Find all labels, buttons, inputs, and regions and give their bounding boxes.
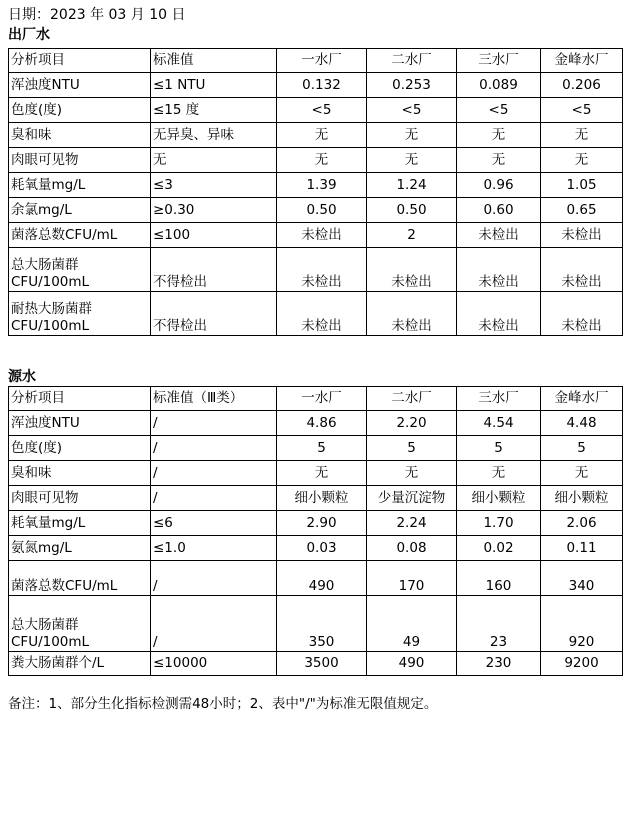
value-cell: 未检出: [541, 223, 623, 248]
standard-cell: 不得检出: [151, 248, 277, 292]
value-cell: 细小颗粒: [457, 486, 541, 511]
value-cell: 1.39: [277, 173, 367, 198]
item-cell: 氨氮mg/L: [9, 536, 151, 561]
value-cell: 0.089: [457, 73, 541, 98]
table-row: [9, 223, 623, 248]
value-cell: 无: [367, 123, 457, 148]
value-cell: 无: [541, 461, 623, 486]
value-cell: 1.24: [367, 173, 457, 198]
value-cell: 一水厂: [277, 387, 367, 411]
value-cell: 170: [367, 561, 457, 596]
value-cell: 350: [277, 596, 367, 652]
standard-cell: 不得检出: [151, 292, 277, 336]
value-cell: 4.48: [541, 411, 623, 436]
source-water-title: 源水: [8, 369, 36, 385]
value-cell: 5: [457, 436, 541, 461]
item-cell: 耗氧量mg/L: [9, 511, 151, 536]
value-cell: 未检出: [277, 292, 367, 336]
item-cell: 色度(度): [9, 436, 151, 461]
value-cell: 三水厂: [457, 49, 541, 73]
value-cell: 未检出: [367, 292, 457, 336]
value-cell: 0.96: [457, 173, 541, 198]
item-cell: 粪大肠菌群个/L: [9, 652, 151, 676]
value-cell: 2: [367, 223, 457, 248]
value-cell: <5: [277, 98, 367, 123]
value-cell: 未检出: [367, 248, 457, 292]
header-row: [9, 387, 623, 411]
value-cell: 未检出: [277, 223, 367, 248]
value-cell: <5: [541, 98, 623, 123]
value-cell: 0.65: [541, 198, 623, 223]
outlet-water-table: [8, 48, 623, 336]
report-date: 日期：2023 年 03 月 10 日: [8, 7, 186, 23]
item-cell: 肉眼可见物: [9, 148, 151, 173]
value-cell: 490: [277, 561, 367, 596]
table-row: [9, 123, 623, 148]
table-row: [9, 292, 623, 336]
value-cell: 2.90: [277, 511, 367, 536]
item-cell: 耗氧量mg/L: [9, 173, 151, 198]
table-row: [9, 461, 623, 486]
standard-cell: ≤10000: [151, 652, 277, 676]
value-cell: 2.06: [541, 511, 623, 536]
value-cell: 少量沉淀物: [367, 486, 457, 511]
value-cell: 一水厂: [277, 49, 367, 73]
value-cell: 未检出: [457, 223, 541, 248]
item-cell: 菌落总数CFU/mL: [9, 561, 151, 596]
value-cell: 无: [457, 148, 541, 173]
table-row: [9, 536, 623, 561]
value-cell: 5: [277, 436, 367, 461]
value-cell: 二水厂: [367, 49, 457, 73]
value-cell: 230: [457, 652, 541, 676]
value-cell: 5: [541, 436, 623, 461]
item-cell: 总大肠菌群 CFU/100mL: [9, 248, 151, 292]
value-cell: 920: [541, 596, 623, 652]
item-cell: 色度(度): [9, 98, 151, 123]
table-row: [9, 652, 623, 676]
item-cell: 臭和味: [9, 461, 151, 486]
value-cell: 金峰水厂: [541, 387, 623, 411]
value-cell: 9200: [541, 652, 623, 676]
value-cell: 23: [457, 596, 541, 652]
table-row: [9, 411, 623, 436]
table-row: [9, 596, 623, 652]
item-cell: 分析项目: [9, 387, 151, 411]
value-cell: 细小颗粒: [277, 486, 367, 511]
outlet-water-title: 出厂水: [8, 27, 50, 43]
value-cell: <5: [367, 98, 457, 123]
standard-cell: ≤100: [151, 223, 277, 248]
source-water-table: [8, 386, 623, 676]
value-cell: 5: [367, 436, 457, 461]
header-row: [9, 49, 623, 73]
value-cell: 0.50: [367, 198, 457, 223]
value-cell: 未检出: [541, 248, 623, 292]
value-cell: 无: [541, 148, 623, 173]
item-cell: 菌落总数CFU/mL: [9, 223, 151, 248]
standard-cell: ≤1 NTU: [151, 73, 277, 98]
table-row: [9, 486, 623, 511]
table-row: [9, 561, 623, 596]
value-cell: 0.60: [457, 198, 541, 223]
item-cell: 分析项目: [9, 49, 151, 73]
value-cell: 无: [457, 123, 541, 148]
value-cell: 0.253: [367, 73, 457, 98]
standard-cell: ≤6: [151, 511, 277, 536]
item-cell: 余氯mg/L: [9, 198, 151, 223]
value-cell: 160: [457, 561, 541, 596]
value-cell: 490: [367, 652, 457, 676]
standard-cell: ≤15 度: [151, 98, 277, 123]
table-row: [9, 173, 623, 198]
value-cell: 无: [277, 148, 367, 173]
table-row: [9, 511, 623, 536]
value-cell: 未检出: [541, 292, 623, 336]
value-cell: 细小颗粒: [541, 486, 623, 511]
value-cell: 2.20: [367, 411, 457, 436]
value-cell: 3500: [277, 652, 367, 676]
value-cell: 0.206: [541, 73, 623, 98]
table-row: [9, 73, 623, 98]
value-cell: 未检出: [277, 248, 367, 292]
value-cell: 1.05: [541, 173, 623, 198]
standard-cell: 无: [151, 148, 277, 173]
value-cell: 0.08: [367, 536, 457, 561]
value-cell: 无: [457, 461, 541, 486]
value-cell: 0.02: [457, 536, 541, 561]
value-cell: 0.50: [277, 198, 367, 223]
value-cell: 金峰水厂: [541, 49, 623, 73]
table-row: [9, 248, 623, 292]
standard-cell: /: [151, 461, 277, 486]
value-cell: 1.70: [457, 511, 541, 536]
table-row: [9, 198, 623, 223]
item-cell: 浑浊度NTU: [9, 73, 151, 98]
value-cell: <5: [457, 98, 541, 123]
value-cell: 三水厂: [457, 387, 541, 411]
table-row: [9, 148, 623, 173]
standard-cell: 标准值（Ⅲ类）: [151, 387, 277, 411]
item-cell: 浑浊度NTU: [9, 411, 151, 436]
value-cell: 未检出: [457, 248, 541, 292]
footnote: 备注：1、部分生化指标检测需48小时；2、表中"/"为标准无限值规定。: [8, 696, 438, 712]
value-cell: 4.86: [277, 411, 367, 436]
standard-cell: ≤3: [151, 173, 277, 198]
standard-cell: /: [151, 486, 277, 511]
standard-cell: /: [151, 596, 277, 652]
value-cell: 0.11: [541, 536, 623, 561]
table-row: [9, 98, 623, 123]
value-cell: 0.132: [277, 73, 367, 98]
standard-cell: /: [151, 561, 277, 596]
item-cell: 耐热大肠菌群 CFU/100mL: [9, 292, 151, 336]
value-cell: 无: [541, 123, 623, 148]
value-cell: 无: [367, 461, 457, 486]
value-cell: 无: [277, 461, 367, 486]
value-cell: 340: [541, 561, 623, 596]
value-cell: 2.24: [367, 511, 457, 536]
standard-cell: 无异臭、异味: [151, 123, 277, 148]
item-cell: 总大肠菌群 CFU/100mL: [9, 596, 151, 652]
table-row: [9, 436, 623, 461]
standard-cell: ≤1.0: [151, 536, 277, 561]
standard-cell: /: [151, 411, 277, 436]
standard-cell: /: [151, 436, 277, 461]
value-cell: 无: [277, 123, 367, 148]
value-cell: 49: [367, 596, 457, 652]
item-cell: 臭和味: [9, 123, 151, 148]
standard-cell: ≥0.30: [151, 198, 277, 223]
value-cell: 4.54: [457, 411, 541, 436]
value-cell: 0.03: [277, 536, 367, 561]
standard-cell: 标准值: [151, 49, 277, 73]
item-cell: 肉眼可见物: [9, 486, 151, 511]
value-cell: 未检出: [457, 292, 541, 336]
value-cell: 无: [367, 148, 457, 173]
value-cell: 二水厂: [367, 387, 457, 411]
